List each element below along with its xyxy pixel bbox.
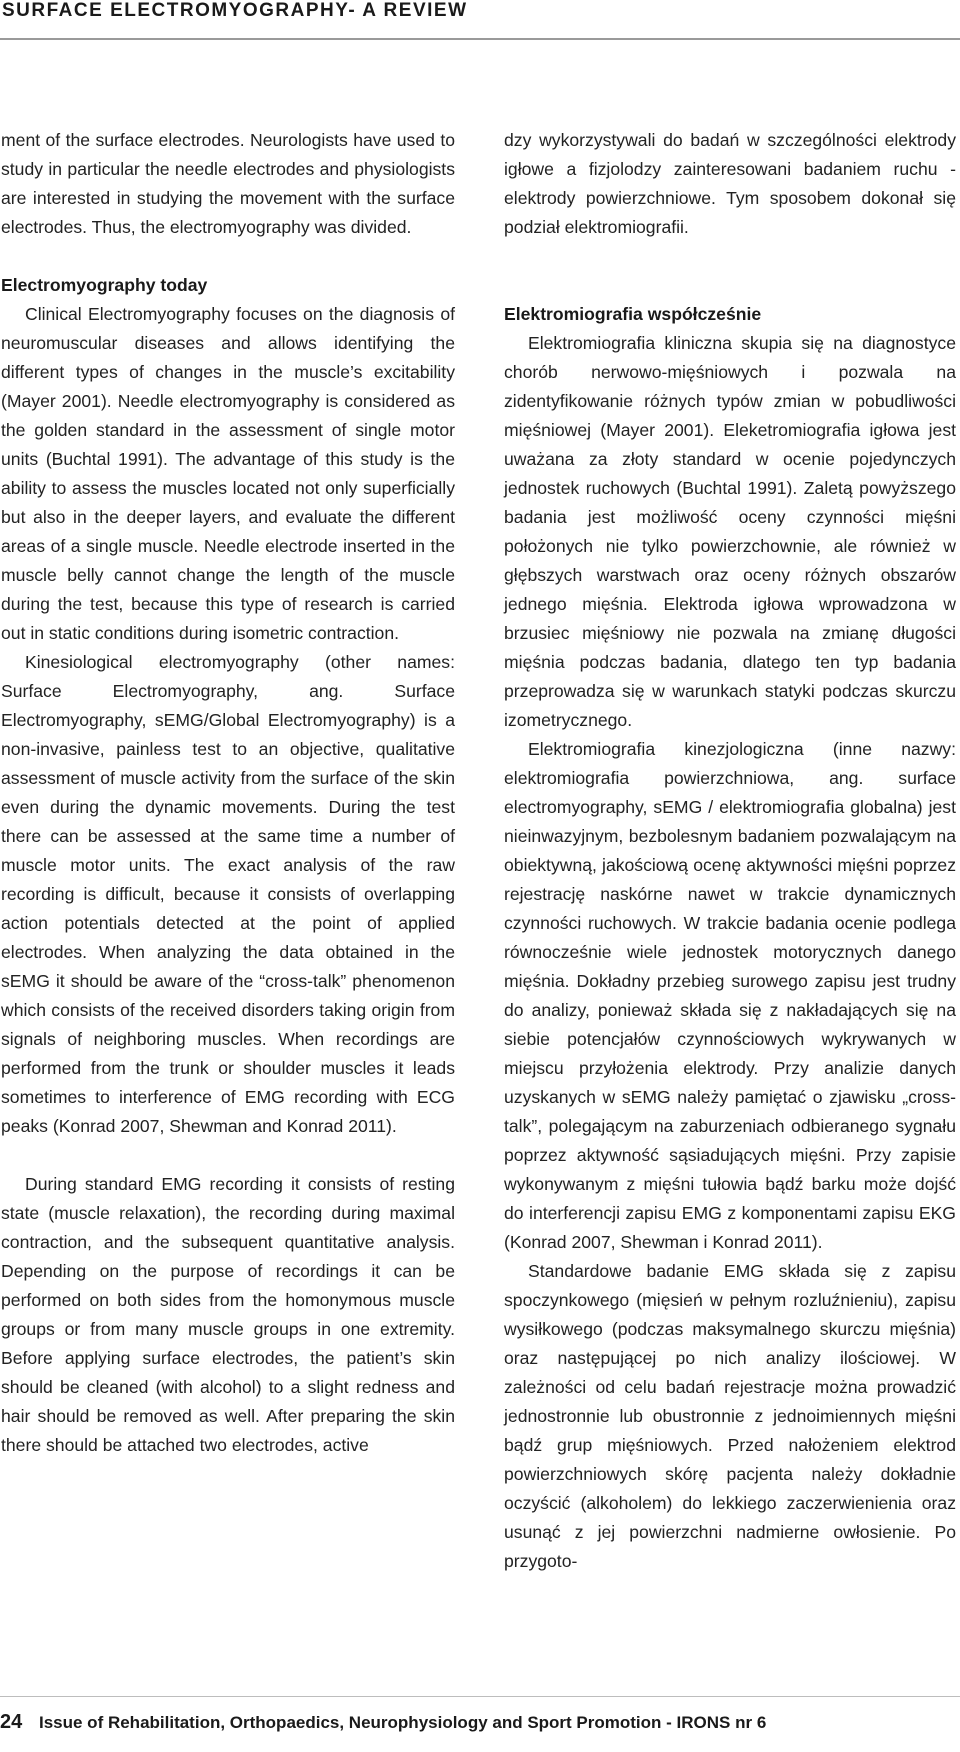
english-section-heading: Electromyography today <box>1 275 208 295</box>
page-number: 24 <box>0 1711 23 1733</box>
english-column <box>1 126 455 1460</box>
polish-section-heading: Elektromiografia współcześnie <box>504 304 762 324</box>
polish-column <box>504 126 956 1576</box>
polish-paragraph-2: Elektromiografia kliniczna skupia się na diagnostyce chorób nerwowo-mięśniowych i pozwala na zidentyfikowanie różnych typów zmian w pobudliwości mięśniowej (Mayer 2001). Eleketromiografia igłowa jest uważana za złoty standard w ocenie pojedynczych jednostek ruchowych (Buchtal 1991). Zaletą powyższego badania jest możliwość oceny czynności mięśni położonych nie tylko powierzchownie, ale również w głębszych warstwach oraz oceny różnych obszarów jednego mięśnia. Elektroda igłowa wprowadzona w brzusiec mięśniowy nie pozwala na zmianę długości mięśnia podczas badania, dlatego ten typ badania przeprowadza się w warunkach statyki podczas skurczu izometrycznego. <box>504 333 956 730</box>
polish-paragraph-1: dzy wykorzystywali do badań w szczególności elektrody igłowe a fizjolodzy zainteresowani badaniem ruchu - elektrody powierzchniowe. Tym sposobem dokonał się podział elektromiografii. <box>504 130 956 237</box>
running-header-title: SURFACE ELECTROMYOGRAPHY- A REVIEW <box>2 0 468 21</box>
running-header <box>0 0 960 40</box>
polish-paragraph-4: Standardowe badanie EMG składa się z zapisu spoczynkowego (mięsień w pełnym rozluźnieniu), zapisu wysiłkowego (podczas maksymalnego skurczu mięśnia) oraz następującej po nich analizy ilościowej. W zależności od celu badań rejestracje można prowadzić jednostronnie lub obustronnie z jednoimiennych mięśni bądź grup mięśniowych. Przed nałożeniem elektrod powierzchniowych skórę pacjenta należy dokładnie oczyścić (alkoholem) do lekkiego zaczerwienienia oraz usunąć z jej powierzchni nadmierne owłosienie. Po przygoto- <box>504 1261 956 1571</box>
polish-paragraph-3: Elektromiografia kinezjologiczna (inne nazwy: elektromiografia powierzchniowa, ang. surface electromyography, sEMG / elektromiografia globalna) jest nieinwazyjnym, bezbolesnym badaniem pozwalającym na obiektywną, jakościową ocenę aktywności mięśni poprzez rejestrację naskórne nawet w trakcie dynamicznych czynności ruchowych. W trakcie badania ocenie podlega równocześnie wiele jednostek motorycznych danego mięśnia. Dokładny przebieg surowego zapisu jest trudny do analizy, ponieważ składa się z nakładających się na siebie potencjałów czynnościowych wykrywanych w miejscu przyłożenia elektrody. Przy analizie danych uzyskanych w sEMG należy pamiętać o zjawisku „cross-talk”, polegającym na zaburzeniach odbieranego sygnału poprzez aktywność sąsiadujących mięśni. Przy zapisie wykonywanym z mięśni tułowia bądź barku może dojść do interferencji zapisu EMG z komponentami zapisu EKG (Konrad 2007, Shewman i Konrad 2011). <box>504 739 956 1252</box>
english-paragraph-4: During standard EMG recording it consists of resting state (muscle relaxation), the recording during maximal contraction, and the subsequent quantitative analysis. Depending on the purpose of recordings it can be performed on both sides from the homonymous muscle groups or from many muscle groups in one extremity. Before applying surface electrodes, the patient’s skin should be cleaned (with alcohol) to a slight redness and hair should be removed as well. After preparing the skin there should be attached two electrodes, active <box>1 1174 455 1455</box>
journal-name: Issue of Rehabilitation, Orthopaedics, Neurophysiology and Sport Promotion - IRONS nr 6 <box>38 1713 767 1732</box>
english-paragraph-2: Clinical Electromyography focuses on the diagnosis of neuromuscular diseases and allows identifying the different types of changes in the muscle’s excitability (Mayer 2001). Needle electromyography is considered as the golden standard in the assessment of single motor units (Buchtal 1991). The advantage of this study is the ability to assess the muscles located not only superficially but also in the deeper layers, and evaluate the different areas of a single muscle. Needle electrode inserted in the muscle belly cannot change the length of the muscle during the test, because this type of research is carried out in static conditions during isometric contraction. <box>1 304 455 643</box>
english-paragraph-1: ment of the surface electrodes. Neurologists have used to study in particular the needle electrodes and physiologists are interested in studying the movement with the surface electrodes. Thus, the electromyography was divided. <box>1 130 455 237</box>
english-paragraph-3: Kinesiological electromyography (other names: Surface Electromyography, ang. Surface Electromyography, sEMG/Global Electromyography) is a non-invasive, painless test to an objective, qualitative assessment of muscle activity from the surface of the skin even during the dynamic movements. During the test there can be assessed at the same time a number of muscle motor units. The exact analysis of the raw recording is difficult, because it consists of overlapping action potentials detected at the point of applied electrodes. When analyzing the data obtained in the sEMG it should be aware of the “cross-talk” phenomenon which consists of the received disorders taking origin from signals of neighboring muscles. When recordings are performed from the trunk or shoulder muscles it leads sometimes to interference of EMG recording with ECG peaks (Konrad 2007, Shewman and Konrad 2011). <box>1 652 455 1136</box>
page-footer <box>0 1696 960 1734</box>
